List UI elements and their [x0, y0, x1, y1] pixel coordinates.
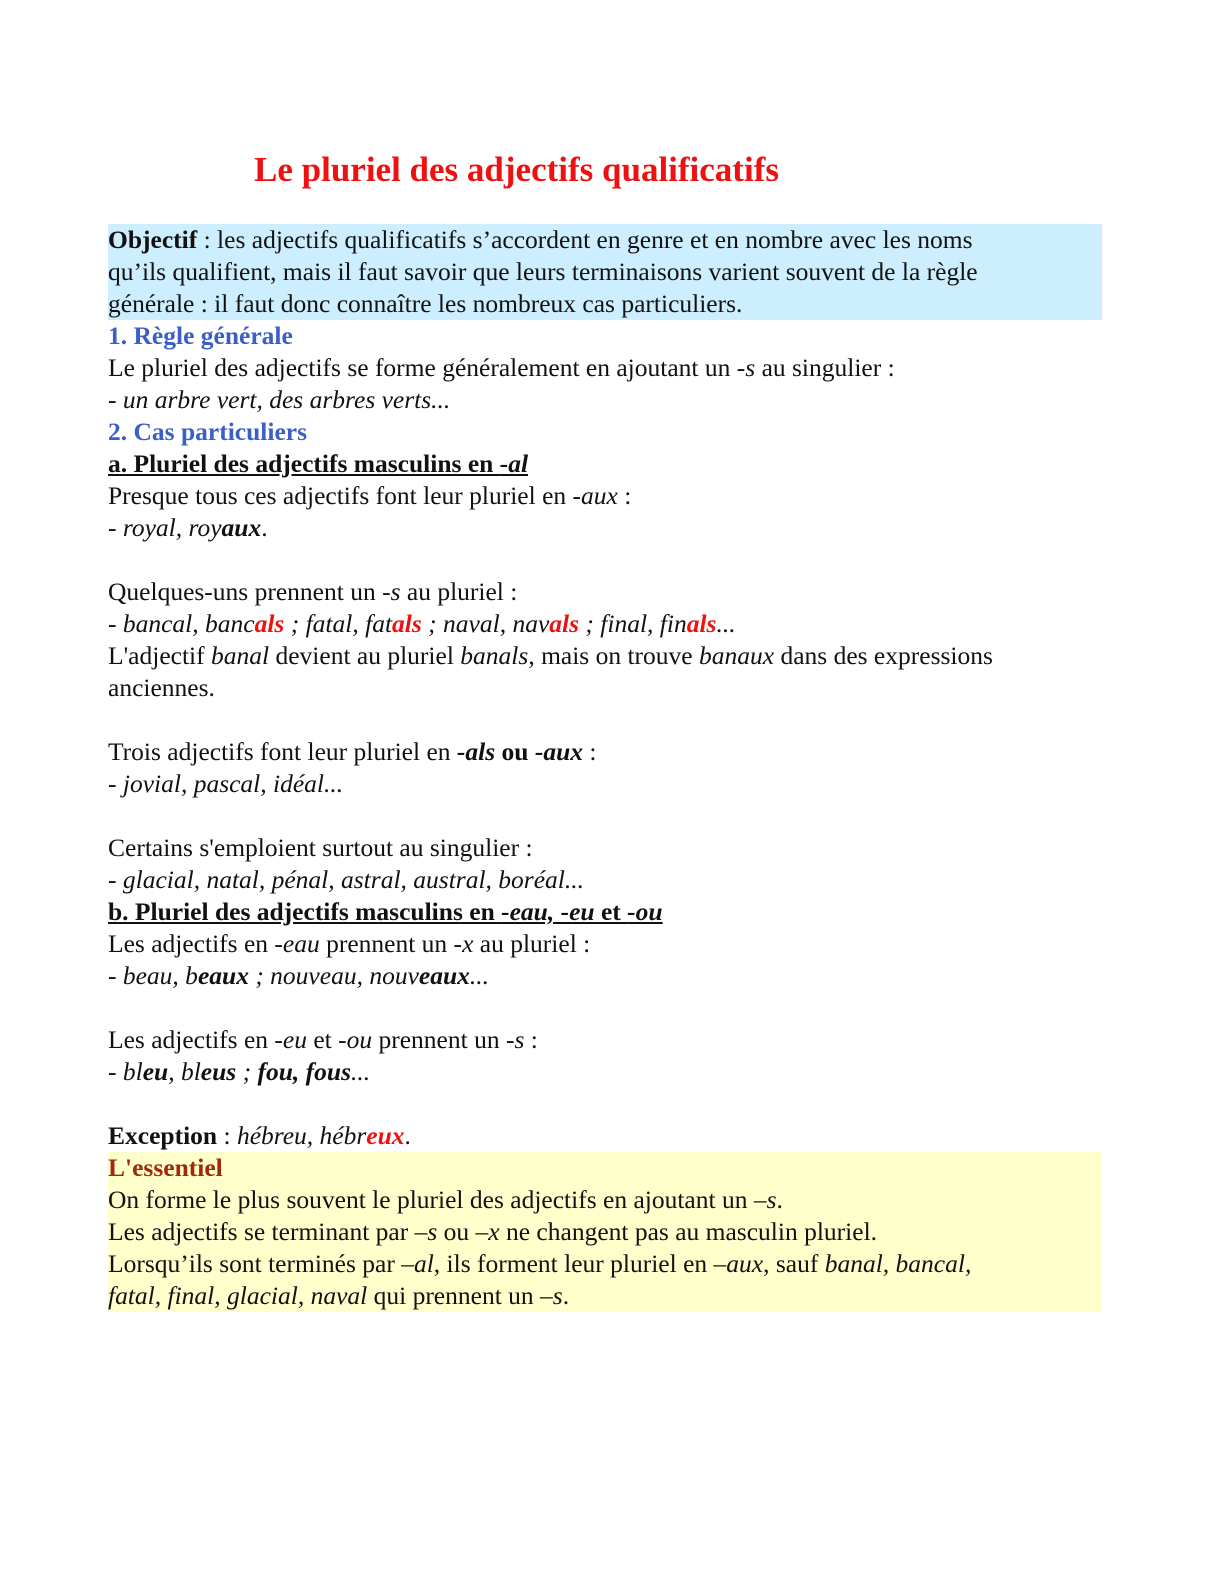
summary-line-2	[108, 1216, 1102, 1248]
banal-e: , mais on trouve	[528, 641, 699, 670]
eau-example	[108, 960, 1102, 992]
exception-b: hébreu, hébr	[236, 1121, 367, 1150]
eau-a: Les adjectifs en -	[108, 929, 283, 958]
sum2-b: –s	[414, 1217, 438, 1246]
eau-ex-a: - beau, b	[108, 961, 198, 990]
al-example-a: - royal, roy	[108, 513, 222, 542]
al-example	[108, 512, 1102, 544]
euou-e: prennent un -	[372, 1025, 515, 1054]
banal-text-1	[108, 640, 1102, 672]
singular-example-text: - glacial, natal, pénal, astral, austral, boréal...	[108, 865, 584, 894]
al-example-b: aux	[221, 513, 262, 542]
al-rule	[108, 480, 1102, 512]
rule-text-b: s	[745, 353, 756, 382]
rule-example	[108, 384, 1102, 416]
sum3-d: –aux	[713, 1249, 764, 1278]
als-rule-b: s	[390, 577, 401, 606]
sum2-e: ne changent pas au masculin pluriel.	[499, 1217, 878, 1246]
sum3-a: Lorsqu’ils sont terminés par	[108, 1249, 402, 1278]
three-adjectives-example	[108, 768, 1102, 800]
spacer	[108, 800, 1102, 832]
eau-ex-b: eaux	[197, 961, 249, 990]
sum3-b: –al	[401, 1249, 434, 1278]
subsection-a-heading-suffix: -al	[499, 449, 529, 478]
al-example-c: .	[261, 513, 268, 542]
euou-b: eu	[282, 1025, 307, 1054]
three-c: ou	[495, 737, 535, 766]
objective-box	[108, 224, 1102, 320]
three-a: Trois adjectifs font leur pluriel en	[108, 737, 457, 766]
banal-b: banal	[211, 641, 270, 670]
als-ex-h: als	[686, 609, 717, 638]
banal-c: devient au pluriel	[269, 641, 461, 670]
document-body	[108, 224, 1102, 1312]
als-ex-b: als	[254, 609, 285, 638]
sum3-c: , ils forment leur pluriel en	[433, 1249, 714, 1278]
rule-text-a: Le pluriel des adjectifs se forme généralement en ajoutant un -	[108, 353, 746, 382]
eu-ou-example	[108, 1056, 1102, 1088]
exception-c: eux	[366, 1121, 405, 1150]
objective-line-3: générale : il faut donc connaître les nombreux cas particuliers.	[108, 289, 743, 318]
subsection-b-d: -ou	[627, 897, 663, 926]
sum3-f: banal, bancal,	[824, 1249, 972, 1278]
euou-ex-a: - bl	[108, 1057, 143, 1086]
exception-d: .	[404, 1121, 411, 1150]
subsection-b-b: -eau, -eu	[501, 897, 595, 926]
sum2-a: Les adjectifs se terminant par	[108, 1217, 415, 1246]
sum1-b: –s	[753, 1185, 777, 1214]
exception-line	[108, 1120, 1102, 1152]
banal-d: banals	[460, 641, 529, 670]
als-ex-i: ...	[716, 609, 736, 638]
als-rule	[108, 576, 1102, 608]
banal-g: dans des expressions	[774, 641, 993, 670]
objective-line-2: qu’ils qualifient, mais il faut savoir que leurs terminaisons varient souvent de la règle	[108, 257, 978, 286]
al-rule-c: :	[617, 481, 632, 510]
subsection-b-heading	[108, 896, 1102, 928]
eau-ex-e: ...	[469, 961, 490, 990]
singular-rule: Certains s'emploient surtout au singulier :	[108, 833, 533, 862]
three-b: -als	[456, 737, 496, 766]
spacer	[108, 544, 1102, 576]
sum1-c: .	[776, 1185, 783, 1214]
section-1-heading: 1. Règle générale	[108, 321, 293, 350]
eau-c: prennent un -	[319, 929, 463, 958]
rule-example-text: - un arbre vert, des arbres verts...	[108, 385, 451, 414]
three-adjectives-rule	[108, 736, 1102, 768]
objective-label: Objectif	[108, 225, 198, 254]
three-d: -aux	[534, 737, 584, 766]
euou-ex-b: eu	[142, 1057, 169, 1086]
euou-c: et -	[306, 1025, 347, 1054]
sum4-d: .	[562, 1281, 570, 1310]
sum1-a: On forme le plus souvent le pluriel des adjectifs en ajoutant un	[108, 1185, 754, 1214]
euou-a: Les adjectifs en -	[108, 1025, 283, 1054]
summary-box	[108, 1152, 1102, 1312]
eau-d: x	[462, 929, 474, 958]
al-rule-a: Presque tous ces adjectifs font leur pluriel en -	[108, 481, 582, 510]
sum2-d: –x	[475, 1217, 500, 1246]
euou-f: s	[514, 1025, 525, 1054]
eau-rule	[108, 928, 1102, 960]
subsection-a-heading-text: a. Pluriel des adjectifs masculins en	[108, 449, 500, 478]
banal-a: L'adjectif	[108, 641, 211, 670]
three-example-text: - jovial, pascal, idéal...	[108, 769, 344, 798]
als-ex-c: ; fatal, fat	[284, 609, 393, 638]
sum2-c: ou	[437, 1217, 476, 1246]
eau-b: eau	[282, 929, 320, 958]
spacer	[108, 1088, 1102, 1120]
euou-ex-d: eus	[200, 1057, 237, 1086]
subsection-b-c: et	[594, 897, 628, 926]
als-example	[108, 608, 1102, 640]
objective-text-1: : les adjectifs qualificatifs s’accordent en genre et en nombre avec les noms	[197, 225, 973, 254]
als-ex-e: ; naval, nav	[421, 609, 550, 638]
eau-e: au pluriel :	[473, 929, 591, 958]
rule-text-c: au singulier :	[755, 353, 895, 382]
als-rule-a: Quelques-uns prennent un -	[108, 577, 391, 606]
eau-ex-d: eaux	[418, 961, 470, 990]
page-title: Le pluriel des adjectifs qualificatifs	[254, 150, 779, 189]
als-ex-f: als	[549, 609, 580, 638]
spacer	[108, 992, 1102, 1024]
summary-line-1	[108, 1184, 1102, 1216]
section-2-heading: 2. Cas particuliers	[108, 417, 308, 446]
euou-ex-c: , bl	[168, 1057, 201, 1086]
banal-f: banaux	[699, 641, 775, 670]
als-ex-g: ; final, fin	[579, 609, 687, 638]
objective-line-1	[108, 224, 1102, 256]
als-ex-d: als	[392, 609, 422, 638]
exception-label: Exception	[108, 1121, 218, 1150]
eau-ex-c: ; nouveau, nouv	[248, 961, 419, 990]
als-rule-c: au pluriel :	[400, 577, 518, 606]
sum4-c: –s	[540, 1281, 563, 1310]
subsection-b-a: b. Pluriel des adjectifs masculins en	[108, 897, 502, 926]
sum3-e: , sauf	[763, 1249, 825, 1278]
three-e: :	[583, 737, 597, 766]
euou-ex-g: ...	[351, 1057, 371, 1086]
exception-a: :	[217, 1121, 237, 1150]
sum4-b: qui prennent un	[367, 1281, 541, 1310]
summary-heading: L'essentiel	[108, 1153, 223, 1182]
als-ex-a: - bancal, banc	[108, 609, 255, 638]
rule-text	[108, 352, 1102, 384]
euou-ex-e: ;	[236, 1057, 258, 1086]
summary-line-3	[108, 1248, 1102, 1280]
singular-example	[108, 864, 1102, 896]
al-rule-b: aux	[581, 481, 618, 510]
spacer	[108, 704, 1102, 736]
euou-ex-f: fou, fous	[257, 1057, 352, 1086]
banal-text-2: anciennes.	[108, 673, 215, 702]
summary-line-4	[108, 1280, 1102, 1312]
euou-g: :	[524, 1025, 538, 1054]
eu-ou-rule	[108, 1024, 1102, 1056]
euou-d: ou	[346, 1025, 373, 1054]
subsection-a-heading	[108, 448, 1102, 480]
sum4-a: fatal, final, glacial, naval	[108, 1281, 368, 1310]
